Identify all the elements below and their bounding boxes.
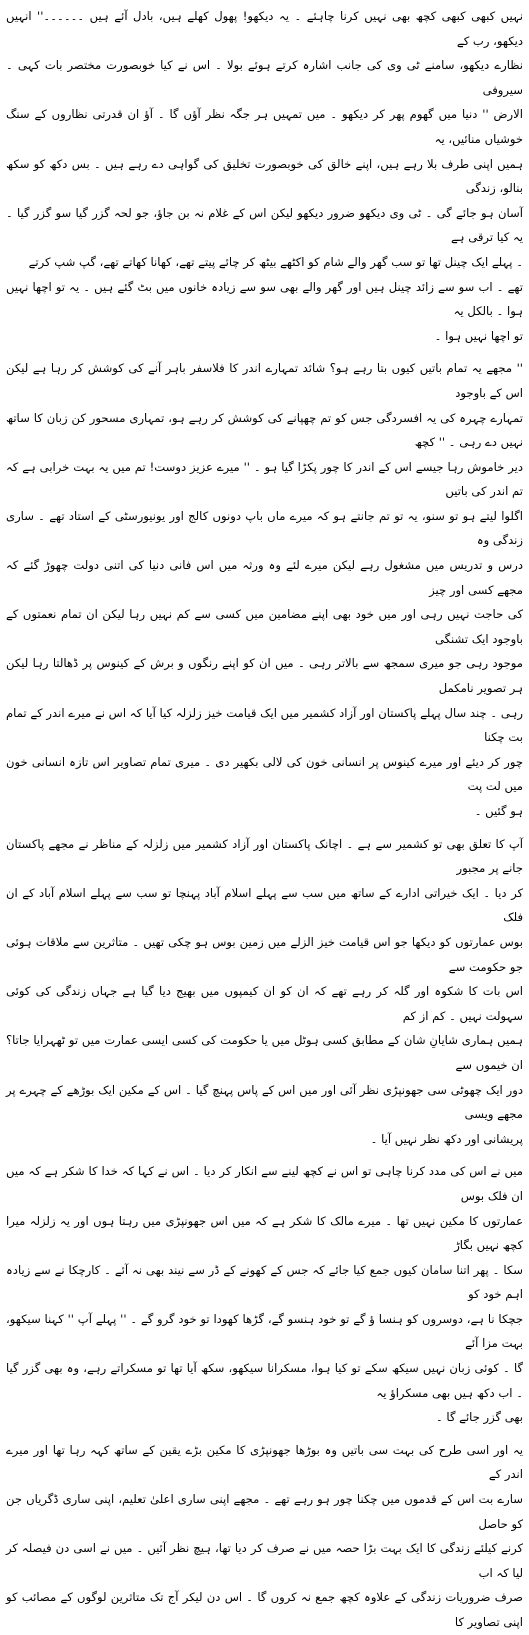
paragraph	[6, 1159, 523, 1430]
text-line: ہمیں اپنی طرف بلا رہے ہیں، اپنے خالق کی خوبصورت تخلیق کی گواہی دے رہے ہیں ۔ بس دکھ کو سکھ بنالو، زندگی	[6, 156, 523, 196]
text-line: کی حاجت نہیں رہی اور میں خود بھی اپنے مضامین میں کسی سے کم نہیں رہا لیکن ان تمام نعمتوں کے باوجود ایک تشنگی	[6, 607, 523, 646]
text-line: ہمیں ہماری شایانِ شان کے مطابق کسی ہوٹل میں یا حکومت کی کسی ایسی عمارت میں تو ٹھہرایا جاتا؟ ان خیموں سے	[6, 1033, 523, 1072]
text-line: آپ کا تعلق بھی تو کشمیر سے ہے ۔ اچانک پاکستان اور آزاد کشمیر میں زلزلہ کے مناظر نے مجھے پاکستان جانے پر مجبور	[6, 836, 523, 876]
text-line: کر دیا ۔ ایک خیراتی ادارے کے ساتھ میں سب سے پہلے اسلام آباد پہنچا تو سب سے پہلے اسلام آباد کے ان فلک	[6, 885, 523, 925]
text-line: میں نے اس کی مدد کرنا چاہی تو اس نے کچھ لینے سے انکار کر دیا ۔ اس نے کہا کہ خدا کا شکر ہے کہ میں ان فلک بوس	[6, 1164, 523, 1203]
text-line: سکا ۔ پھر اتنا سامان کیوں جمع کیا جائے کہ جس کے کھونے کے ڈر سے نیند بھی نہ آئے ۔ کارچکا نے سے زیادہ اہم خود کو	[6, 1262, 523, 1302]
text-line: اگلوا لیتے ہو تو سنو، یہ تو تم جانتے ہو کہ میرے ماں باپ دونوں کالج اور یونیورسٹی کے استاد تھے ۔ ساری زندگی وہ	[6, 508, 523, 548]
text-line: یہ اور اسی طرح کی بہت سی باتیں وہ بوڑھا جھونپڑی کا مکین بڑے یقین کے ساتھ کہہ رہا تھا اور میرے اندر کے	[6, 1442, 523, 1482]
text-line: تمہارے چہرہ کی یہ افسردگی جس کو تم چھپانے کی کوشش کر رہے ہو، تمہاری مسحور کن زبان کا ساتھ نہیں دے رہی ۔ '' کچھ	[6, 410, 523, 450]
text-line: سارے بت اس کے قدموں میں چکنا چور ہو رہے تھے ۔ مجھے اپنی ساری اعلیٰ تعلیم، اپنی ساری ڈگریاں جن کو حاصل	[6, 1492, 523, 1531]
text-line: پریشانی اور دکھ نظر نہیں آیا ۔	[370, 1131, 523, 1146]
text-line: بوس عمارتوں کو دیکھا جو اس قیامت خیز الزلے میں زمین بوس ہو چکی تھیں ۔ متاثرین سے ملاقات ہوئی جو حکومت سے	[6, 934, 523, 974]
text-line: جچکا نا ہے، دوسروں کو ہنسا ؤ گے تو خود ہنسو گے، گڑھا کھودا تو خود گرو گے ۔ '' پہلے آپ '' کہنا سیکھو، بہت مزا آئے	[6, 1311, 523, 1351]
text-line: عمارتوں کا مکین نہیں تھا ۔ میرے مالک کا شکر ہے کہ میں اس جھونپڑی میں رہتا ہوں اور یہ زلزلہ میرا کچھ نہیں بگاڑ	[6, 1213, 523, 1253]
text-line: تھے ۔ اب سو سے زائد چینل ہیں اور گھر والے بھی سو سے زیادہ خانوں میں بٹ گئے ہیں ۔ یہ تو اچھا نہیں ہوا ۔ بالکل یہ	[6, 279, 523, 319]
text-line: رہی ۔ چند سال پہلے پاکستان اور آزاد کشمیر میں ایک قیامت خیز زلزلہ کیا آیا کہ اس نے میرے اندر کے تمام بت چکنا	[6, 705, 523, 745]
paragraph	[6, 4, 523, 348]
text-line: ۔ پہلے ایک چینل تھا تو سب گھر والے شام کو اکٹھے بیٹھ کر چائے پیتے تھے، کھانا کھاتے تھے، گپ شپ کرتے	[28, 254, 523, 269]
text-line: چور کر دیئے اور میرے کینوس پر انسانی خون کی لالی بکھیر دی ۔ میری تمام تصاویر اس تازہ انسانی خون میں لت پت	[6, 754, 523, 794]
text-line: ہو گئیں ۔	[474, 804, 523, 818]
text-line: اس بات کا شکوہ اور گلہ کر رہے تھے کہ ان کو ان کیمپوں میں بھیج دیا گیا ہے جہاں زندگی کی کوئی سہولت نہیں ۔ کم از کم	[6, 984, 523, 1023]
text-line: دور ایک چھوٹی سی جھونپڑی نظر آئی اور میں اس کے پاس پہنچ گیا ۔ اس کے مکین ایک بوڑھے کے چہرے پر مجھے ویسی	[6, 1082, 523, 1122]
text-line: آسان ہو جائے گی ۔ ٹی وی دیکھو ضرور دیکھو لیکن اس کے غلام نہ بن جاؤ، جو لحہ گزر گیا سو گزر گیا ۔ یہ کیا ترقی ہے	[6, 205, 523, 245]
paragraph	[6, 356, 523, 823]
text-line: صرف ضروریات زندگی کے علاوہ کچھ جمع نہ کروں گا ۔ اس دن لیکر آج تک متاثرین لوگوں کے مصائب کو اپنی تصاویر کا	[6, 1590, 523, 1629]
text-line: دیر خاموش رہا جیسے اس کے اندر کا چور پکڑا گیا ہو ۔ '' میرے عزیز دوست! تم میں یہ بہت خرابی ہے کہ تم اندر کی باتیں	[6, 459, 523, 499]
text-line: کرنے کیلئے زندگی کا ایک بہت بڑا حصہ میں نے صرف کر دیا تھا، ہیچ نظر آئیں ۔ میں نے اسی دن فیصلہ کر لیا کہ اب	[6, 1541, 523, 1580]
text-line: نہیں کبھی کبھی کچھ بھی نہیں کرنا چاہئے ۔ یہ دیکھو! پھول کھلے ہیں، بادل آئے ہیں ۔۔۔۔۔۔'' انہیں دیکھو، رب کے	[6, 9, 523, 48]
text-line: '' مجھے یہ تمام باتیں کیوں بتا رہے ہو؟ شائد تمہارے اندر کا فلاسفر باہر آنے کی کوشش کر رہا ہے لیکن اس کے باوجود	[6, 361, 523, 400]
text-line: الارض '' دنیا میں گھوم پھر کر دیکھو ۔ میں تمہیں ہر جگہ نظر آؤں گا ۔ آؤ ان قدرتی نظاروں کے سنگ خوشیاں منائیں، یہ	[6, 107, 523, 146]
text-line: درس و تدریس میں مشغول رہے لیکن میرے لئے وہ ورثہ میں اس فانی دنیا کی اتنی دولت چھوڑ گئے کہ مجھے کسی اور چیز	[6, 558, 523, 597]
paragraph	[6, 832, 523, 1152]
text-line: بھی گزر جائے گا ۔	[435, 1410, 523, 1425]
text-line: نظارے دیکھو، سامنے ٹی وی کی جانب اشارہ کرتے ہوئے بولا ۔ اس نے کیا خوبصورت مختصر بات کہی ۔ سیروفی	[6, 58, 523, 97]
text-line: تو اچھا نہیں ہوا ۔	[434, 328, 523, 343]
text-line: گا ۔ کوئی زبان نہیں سیکھ سکے تو کیا ہوا، مسکرانا سیکھو، سکھ آیا تھا تو مسکراتے رہے، وہ بھی گزر گیا ۔ اب دکھ ہیں بھی مسکراؤ یہ	[6, 1361, 523, 1400]
paragraph	[6, 1438, 523, 1635]
text-line: موجود رہی جو میری سمجھ سے بالاتر رہی ۔ میں ان کو اپنے رنگوں و برش کے کینوس پر ڈھالتا رہا لیکن ہر تصویر نامکمل	[6, 656, 523, 696]
